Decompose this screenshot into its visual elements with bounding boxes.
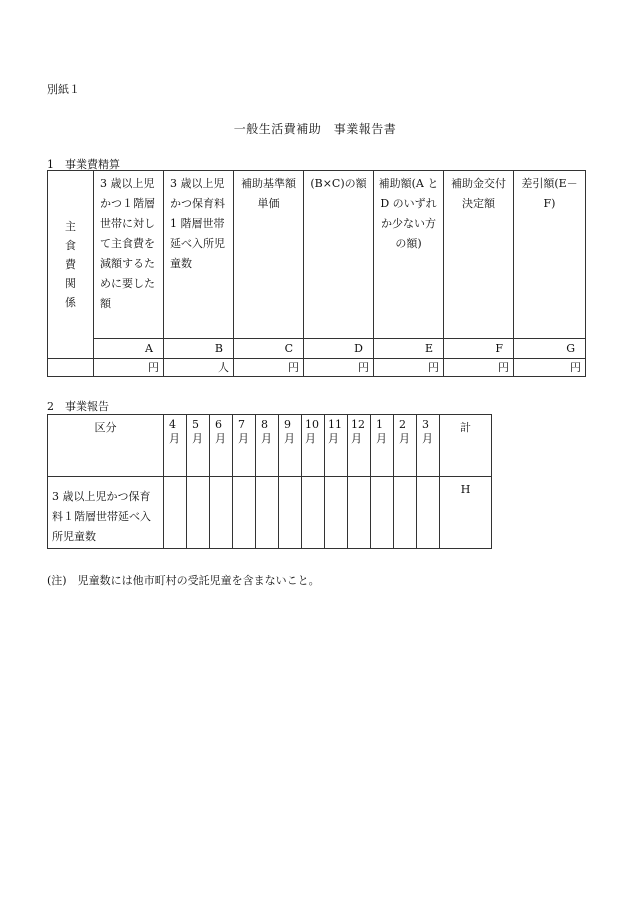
col-a-unit[interactable]: 円 <box>94 359 164 377</box>
row-head-label: 主食費関係 <box>65 219 76 309</box>
category-header: 区分 <box>48 415 164 477</box>
col-c-label: 補助基準額単価 <box>234 171 304 339</box>
col-e-label: 補助額(A と D のいずれか少ない方の額) <box>374 171 444 339</box>
expense-settlement-table <box>47 170 586 377</box>
col-d-unit[interactable]: 円 <box>304 359 374 377</box>
month-4-header: 4 月 <box>164 415 187 477</box>
section1-heading: 1 事業費精算 <box>47 158 120 171</box>
col-f-letter: F <box>444 339 514 359</box>
col-d-letter: D <box>304 339 374 359</box>
month-8-cell[interactable] <box>256 477 279 549</box>
col-a-letter: A <box>94 339 164 359</box>
unit-row-blank <box>48 359 94 377</box>
month-10-header: 10 月 <box>302 415 325 477</box>
section2-heading: 2 事業報告 <box>47 400 109 413</box>
month-7-cell[interactable] <box>233 477 256 549</box>
col-b-label: 3 歳以上児かつ保育料 1 階層世帯延べ入所児童数 <box>164 171 234 339</box>
col-b-unit[interactable]: 人 <box>164 359 234 377</box>
col-g-letter: G <box>514 339 586 359</box>
col-c-unit[interactable]: 円 <box>234 359 304 377</box>
col-e-letter: E <box>374 339 444 359</box>
col-e-unit[interactable]: 円 <box>374 359 444 377</box>
month-10-cell[interactable] <box>302 477 325 549</box>
month-11-cell[interactable] <box>325 477 348 549</box>
footnote: (注) 児童数には他市町村の受託児童を含まないこと。 <box>47 574 320 587</box>
month-12-header: 12 月 <box>348 415 371 477</box>
month-5-header: 5 月 <box>187 415 210 477</box>
total-header: 計 <box>440 415 492 477</box>
col-d-label: (B×C)の額 <box>304 171 374 339</box>
document-title: 一般生活費補助 事業報告書 <box>233 122 397 136</box>
col-b-letter: B <box>164 339 234 359</box>
month-9-header: 9 月 <box>279 415 302 477</box>
report-row-label: 3 歳以上児かつ保育料１階層世帯延べ入所児童数 <box>48 477 164 549</box>
month-1-cell[interactable] <box>371 477 394 549</box>
month-9-cell[interactable] <box>279 477 302 549</box>
col-g-unit[interactable]: 円 <box>514 359 586 377</box>
activity-report-table <box>47 414 492 549</box>
month-11-header: 11 月 <box>325 415 348 477</box>
month-3-cell[interactable] <box>417 477 440 549</box>
col-g-label: 差引額(E－F) <box>514 171 586 339</box>
month-2-cell[interactable] <box>394 477 417 549</box>
month-2-header: 2 月 <box>394 415 417 477</box>
month-8-header: 8 月 <box>256 415 279 477</box>
col-f-label: 補助金交付決定額 <box>444 171 514 339</box>
month-3-header: 3 月 <box>417 415 440 477</box>
month-6-header: 6 月 <box>210 415 233 477</box>
month-5-cell[interactable] <box>187 477 210 549</box>
row-head-cell <box>48 171 94 359</box>
col-f-unit[interactable]: 円 <box>444 359 514 377</box>
month-6-cell[interactable] <box>210 477 233 549</box>
month-1-header: 1 月 <box>371 415 394 477</box>
attachment-label: 別紙１ <box>47 83 80 96</box>
total-cell-letter[interactable]: H <box>440 477 492 549</box>
col-c-letter: C <box>234 339 304 359</box>
month-4-cell[interactable] <box>164 477 187 549</box>
month-12-cell[interactable] <box>348 477 371 549</box>
col-a-label: 3 歳以上児かつ１階層世帯に対して主食費を減額するために要した額 <box>94 171 164 339</box>
month-7-header: 7 月 <box>233 415 256 477</box>
